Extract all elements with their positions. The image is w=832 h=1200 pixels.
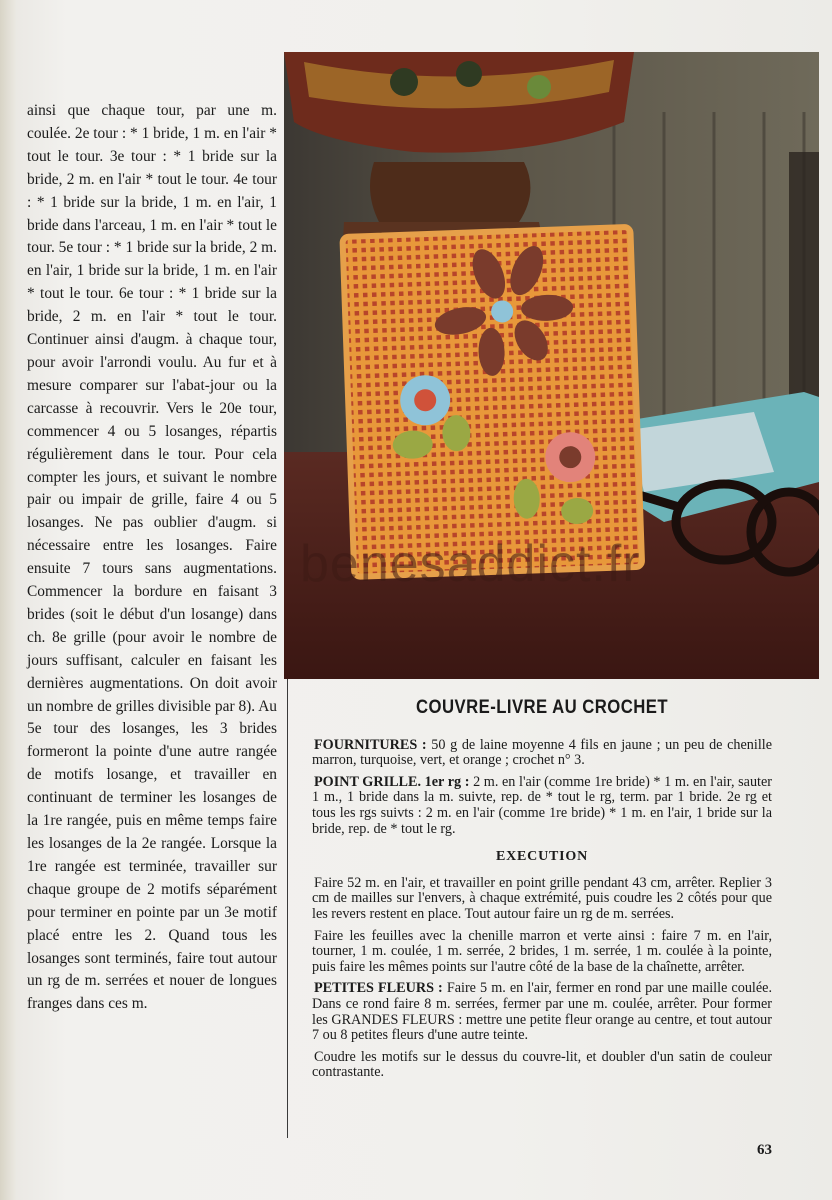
fournitures-label: FOURNITURES :	[314, 736, 427, 753]
page-number: 63	[757, 1142, 772, 1158]
article-title: COUVRE-LIVRE AU CROCHET	[416, 697, 668, 718]
left-text-column	[27, 100, 277, 1016]
execution-paragraph-2: Faire les feuilles avec la chenille marron et verte ainsi : faire 7 m. en l'air, tourner, 1 m. coulée, 1 m. serrée, 2 brides, 1 m. serrée, 1 m. coulée à la pointe, puis faire les mêmes points sur l'autre côté de la base de la chaînette, arrêter.	[312, 927, 772, 975]
right-text-column	[312, 697, 773, 1087]
point-grille-paragraph	[312, 775, 772, 837]
fournitures-paragraph	[312, 738, 772, 769]
execution-paragraph-1: Faire 52 m. en l'air, et travailler en point grille pendant 43 cm, arrêter. Replier 3 cm de mailles sur l'envers, à chaque extrémité, puis coudre les 2 côtés pour que les revers restent en place. Tout autour faire un rg de m. serrées.	[312, 874, 772, 922]
left-column-text: ainsi que chaque tour, par une m. coulée. 2e tour : * 1 bride, 1 m. en l'air * tout le tour. 3e tour : * 1 bride sur la bride, 2 m. en l'air * tout le tour. 4e tour : * 1 bride sur la bride, 1 m. en l'air, 1 bride dans l'arceau, 1 m. en l'air * tout le tour. 5e tour : * 1 bride sur la bride, 2 m. en l'air, 1 bride sur la bride, 1 m. en l'air * tout le tour. 6e tour : * 1 bride sur la bride, 2 m. en l'air * tout le tour. Continuer ainsi d'augm. à chaque tour, pour avoir l'arrondi voulu. Au fur et à mesure comparer sur l'abat-jour ou la carcasse à recouvrir. Vers le 20e tour, commencer 4 ou 5 losanges, répartis régulièrement dans le tour. Pour cela compter les jours, et suivant le nombre pair ou impair de grille, faire 4 ou 5 losanges. Ne pas oublier d'augm. si nécessaire entre les losanges. Faire ensuite 7 tours sans augmentations. Commencer la bordure en faisant 3 brides (soit le début d'un losange) dans ch. 8e grille (pour avoir le nombre de jours suffisant, calculer en faisant les dernières augmentations. On doit avoir un nombre de grilles divisible par 8). Au 5e tour des losanges, les 3 brides formeront la pointe d'une autre rangée de motifs losange, et travailler en continuant de terminer les losanges de la 1re rangée, puis en même temps faire les losanges de la 2e rangée. Lorsque la 1re rangée est terminée, travailler sur chaque groupe de 2 motifs séparément pour terminer en pointe par un 3e motif placé entre les 2. Quand tous les losanges sont terminés, faire tout autour un rg de m. serrées et nouer de longues franges dans ces m.	[27, 102, 277, 1013]
execution-heading: EXECUTION	[496, 849, 588, 865]
fournitures-text: 50 g de laine moyenne 4 fils en jaune ; un peu de chenille marron, turquoise, vert, et orange ; crochet n° 3.	[312, 736, 773, 769]
page-edge	[0, 0, 16, 1200]
point-grille-text: 2 m. en l'air (comme 1re bride) * 1 m. en l'air, sauter 1 m., 1 bride dans la m. suivte, rep. de * tout le rg, term. par 1 bride. 2e rg et tous les rgs suivts : 2 m. en l'air (comme 1re bride) * 1 m. en l'air, 1 bride sur la bride, rep. de * tout le rg.	[312, 773, 773, 837]
petites-fleurs-text: Faire 5 m. en l'air, fermer en rond par une maille coulée. Dans ce rond faire 8 m. serrées, fermer par une m. coulée, arrêter. Pour former les GRANDES FLEURS : mettre une petite fleur orange au centre, et tout autour 7 ou 8 petites fleurs d'une autre teinte.	[312, 980, 772, 1044]
watermark-text: benesaddict.fr	[300, 535, 641, 593]
column-divider	[287, 620, 288, 1138]
point-grille-label: POINT GRILLE. 1er rg :	[314, 773, 470, 790]
petites-fleurs-label: PETITES FLEURS :	[314, 980, 443, 997]
lamp-base	[370, 162, 530, 222]
petites-fleurs-paragraph	[312, 981, 772, 1043]
closing-paragraph: Coudre les motifs sur le dessus du couvre-lit, et doubler d'un satin de couleur contrastante.	[312, 1048, 772, 1081]
